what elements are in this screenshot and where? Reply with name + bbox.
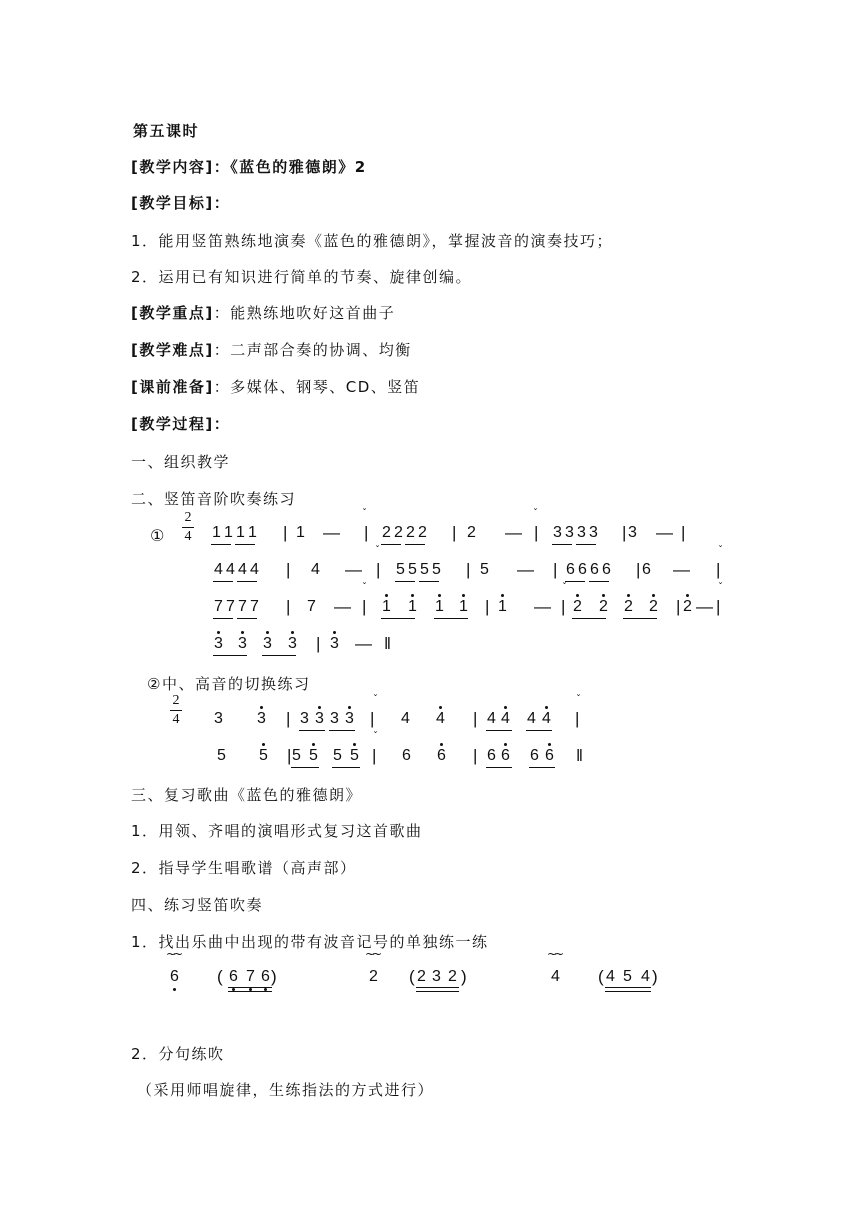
difficulty-value: ：二声部合奏的协调、均衡: [213, 341, 412, 359]
time-sig-bottom-2: 4: [172, 712, 180, 727]
note: 5: [420, 561, 429, 578]
step-1: 一、组织教学: [131, 453, 231, 471]
time-signature: [182, 510, 194, 545]
note: 3: [577, 524, 586, 541]
eighth-underline: [623, 618, 657, 619]
breath-mark: ˇ: [562, 582, 567, 593]
note: 2: [394, 524, 403, 541]
barline: |: [636, 560, 641, 579]
note: 5: [396, 561, 405, 578]
note: 4: [641, 968, 650, 985]
eighth-underline: [381, 544, 401, 545]
eighth-underline: [419, 581, 439, 582]
eighth-underline: [262, 655, 296, 656]
note: 5: [350, 747, 359, 764]
note: 2: [406, 524, 415, 541]
note: 4: [542, 710, 551, 727]
eighth-underline: [235, 544, 255, 545]
barline: |: [676, 597, 681, 616]
high-octave-dot: [504, 743, 507, 746]
high-octave-dot: [241, 631, 244, 634]
barline: |: [286, 709, 291, 728]
note: 5: [292, 747, 301, 764]
high-octave-dot: [439, 706, 442, 709]
dash: —: [696, 597, 713, 616]
note: 6: [501, 747, 510, 764]
barline: |: [473, 746, 478, 765]
eighth-underline: [237, 581, 257, 582]
barline: |: [622, 523, 627, 542]
step-3-2: 2．指导学生唱歌谱（高声部）: [131, 859, 357, 877]
eighth-underline: [526, 730, 552, 731]
barline: |: [485, 597, 490, 616]
barline: |: [452, 523, 457, 542]
note: 5: [480, 561, 489, 578]
high-octave-dot: [548, 743, 551, 746]
eighth-underline: [405, 544, 425, 545]
note: 7: [250, 598, 259, 615]
note: 2: [599, 598, 608, 615]
mordent-mark: ~~: [166, 947, 181, 961]
note: 1: [248, 524, 257, 541]
note: 2: [382, 524, 391, 541]
note: 4: [436, 710, 445, 727]
high-octave-dot: [411, 594, 414, 597]
lesson-title: 第五课时: [133, 122, 200, 140]
eighth-underline: [213, 581, 233, 582]
step-3-1: 1．用领、齐唱的演唱形式复习这首歌曲: [131, 822, 423, 840]
barline: |: [372, 746, 377, 765]
note: 1: [408, 598, 417, 615]
eighth-underline: [576, 544, 596, 545]
dash: —: [656, 523, 673, 542]
eighth-underline: [605, 991, 651, 992]
final-barline: ‖: [384, 634, 392, 653]
content-value: ：《蓝色的雅德朗》2: [213, 158, 367, 176]
high-octave-dot: [602, 594, 605, 597]
note: 3: [315, 710, 324, 727]
note: 2: [369, 968, 378, 985]
time-sig-top: 2: [184, 510, 192, 525]
content-label: [教学内容]: [131, 158, 214, 176]
breath-mark: ˇ: [362, 508, 367, 519]
high-octave-dot: [385, 594, 388, 597]
eighth-underline: [395, 581, 415, 582]
high-octave-dot: [686, 594, 689, 597]
high-octave-dot: [440, 743, 443, 746]
breath-mark: ˇ: [375, 545, 380, 556]
eighth-underline: [213, 618, 233, 619]
note: 2: [649, 598, 658, 615]
goal-2: 2．运用已有知识进行简单的节奏、旋律创编。: [131, 268, 473, 286]
eighth-underline: [486, 767, 512, 768]
process-heading: [131, 413, 230, 434]
eighth-underline: [237, 618, 257, 619]
barline: |: [553, 560, 558, 579]
note: 1: [212, 524, 221, 541]
note: 6: [642, 561, 651, 578]
breath-mark: ˇ: [718, 582, 723, 593]
key-line: [131, 302, 395, 323]
note: 4: [401, 710, 410, 727]
note: 7: [214, 598, 223, 615]
note: 4: [501, 710, 510, 727]
note: 4: [527, 710, 536, 727]
time-sig-top-2: 2: [172, 693, 180, 708]
eighth-underline: [605, 987, 651, 988]
time-signature-2: [170, 693, 182, 728]
barline: |: [286, 597, 291, 616]
note: 2: [573, 598, 582, 615]
goal-1: 1．能用竖笛熟练地演奏《蓝色的雅德朗》，掌握波音的演奏技巧；: [131, 232, 614, 250]
final-barline: ‖: [576, 746, 584, 765]
dash: —: [517, 560, 534, 579]
note: 2: [448, 968, 457, 985]
note: 3: [330, 710, 339, 727]
note: 3: [214, 710, 223, 727]
goal-heading: [131, 192, 230, 213]
eighth-underline: [228, 991, 272, 992]
note: 5: [432, 561, 441, 578]
barline: |: [534, 523, 539, 542]
note: 2: [624, 598, 633, 615]
close-paren: ): [652, 967, 658, 986]
barline: |: [466, 560, 471, 579]
note: 5: [217, 747, 226, 764]
note: 6: [578, 561, 587, 578]
note: 6: [402, 747, 411, 764]
high-octave-dot: [652, 594, 655, 597]
note: 3: [257, 710, 266, 727]
note: 2: [467, 524, 476, 541]
eighth-underline: [416, 987, 459, 988]
prep-label: [课前准备]: [131, 378, 214, 396]
breath-mark: ˇ: [373, 731, 378, 742]
note: 7: [307, 598, 316, 615]
note: 6: [261, 968, 270, 985]
note: 4: [238, 561, 247, 578]
difficulty-line: [131, 339, 412, 360]
barline: |: [376, 560, 381, 579]
dash: —: [345, 560, 362, 579]
eighth-underline: [552, 544, 572, 545]
note: 1: [296, 524, 305, 541]
note: 2: [418, 524, 427, 541]
dash: —: [323, 523, 340, 542]
breath-mark: ˇ: [533, 508, 538, 519]
note: 4: [226, 561, 235, 578]
eighth-underline: [299, 730, 325, 731]
high-octave-dot: [318, 706, 321, 709]
note: 1: [382, 598, 391, 615]
note: 5: [333, 747, 342, 764]
step-3: 三、复习歌曲《蓝色的雅德朗》: [131, 786, 363, 804]
note: 6: [590, 561, 599, 578]
dash: —: [334, 597, 351, 616]
eighth-underline: [381, 618, 415, 619]
close-paren: ): [461, 967, 467, 986]
note: 5: [408, 561, 417, 578]
barline: |: [286, 560, 291, 579]
note: 3: [300, 710, 309, 727]
barline: |: [575, 709, 580, 728]
eighth-underline: [416, 991, 459, 992]
high-octave-dot: [266, 631, 269, 634]
open-paren: (: [217, 967, 223, 986]
note: 1: [435, 598, 444, 615]
note: 3: [238, 635, 247, 652]
barline: |: [364, 523, 369, 542]
note: 3: [432, 968, 441, 985]
barline: |: [473, 709, 478, 728]
open-paren: (: [409, 967, 415, 986]
step-4-1: 1．找出乐曲中出现的带有波音记号的单独练一练: [131, 933, 489, 951]
barline: |: [316, 634, 321, 653]
barline: |: [370, 709, 375, 728]
breath-mark: ˇ: [576, 694, 581, 705]
dash: —: [673, 560, 690, 579]
note: 3: [589, 524, 598, 541]
note: 6: [602, 561, 611, 578]
high-octave-dot: [501, 594, 504, 597]
note: 6: [530, 747, 539, 764]
high-octave-dot: [333, 631, 336, 634]
note: 6: [229, 968, 238, 985]
dash: —: [534, 597, 551, 616]
process-suffix: ：: [213, 415, 231, 433]
note: 3: [628, 524, 637, 541]
high-octave-dot: [291, 631, 294, 634]
note: 4: [551, 968, 560, 985]
high-octave-dot: [312, 743, 315, 746]
eighth-underline: [213, 655, 247, 656]
note: 2: [683, 598, 692, 615]
key-value: ：能熟练地吹好这首曲子: [213, 304, 396, 322]
time-sig-bottom: 4: [184, 529, 192, 544]
prep-value: ：多媒体、钢琴、CD、竖笛: [213, 378, 421, 396]
barline: |: [283, 523, 288, 542]
barline: |: [681, 523, 686, 542]
note: 5: [309, 747, 318, 764]
note: 1: [236, 524, 245, 541]
key-label: [教学重点]: [131, 304, 214, 322]
high-octave-dot: [260, 706, 263, 709]
difficulty-label: [教学难点]: [131, 341, 214, 359]
note: 3: [553, 524, 562, 541]
note: 6: [487, 747, 496, 764]
step-2: 二、竖笛音阶吹奏练习: [131, 490, 297, 508]
note: 3: [288, 635, 297, 652]
barline: |: [287, 746, 292, 765]
eighth-underline: [589, 581, 609, 582]
eighth-underline: [211, 544, 231, 545]
note: 4: [606, 968, 615, 985]
barline: |: [561, 597, 566, 616]
step-4-note: （采用师唱旋律，生练指法的方式进行）: [137, 1081, 435, 1099]
barline: |: [716, 597, 721, 616]
goal-label: [教学目标]: [131, 194, 214, 212]
note: 3: [565, 524, 574, 541]
low-octave-dot: [173, 988, 176, 991]
goal-suffix: ：: [213, 194, 231, 212]
high-octave-dot: [438, 594, 441, 597]
note: 7: [238, 598, 247, 615]
high-octave-dot: [627, 594, 630, 597]
barline: |: [716, 560, 721, 579]
high-octave-dot: [217, 631, 220, 634]
breath-mark: ˇ: [718, 545, 723, 556]
open-paren: (: [598, 967, 604, 986]
note: 1: [459, 598, 468, 615]
breath-mark: ˇ: [362, 582, 367, 593]
note: 5: [259, 747, 268, 764]
mordent-mark: ~~: [547, 947, 562, 961]
high-octave-dot: [545, 706, 548, 709]
high-octave-dot: [262, 743, 265, 746]
eighth-underline: [529, 767, 555, 768]
note: 7: [246, 968, 255, 985]
note: 1: [224, 524, 233, 541]
high-octave-dot: [353, 743, 356, 746]
content-line: [131, 156, 367, 177]
note: 4: [250, 561, 259, 578]
note: 7: [226, 598, 235, 615]
high-octave-dot: [348, 706, 351, 709]
step-4-2: 2．分句练吹: [131, 1045, 225, 1063]
eighth-underline: [329, 730, 355, 731]
eighth-underline: [291, 767, 319, 768]
circle-1-marker: ①: [150, 526, 166, 545]
high-octave-dot: [576, 594, 579, 597]
dash: —: [505, 523, 522, 542]
note: 6: [545, 747, 554, 764]
breath-mark: ˇ: [373, 694, 378, 705]
prep-line: [131, 376, 420, 397]
note: 6: [437, 747, 446, 764]
note: 6: [170, 968, 179, 985]
eighth-underline: [565, 581, 585, 582]
mordent-mark: ~~: [365, 947, 380, 961]
note: 3: [345, 710, 354, 727]
dash: —: [355, 634, 372, 653]
note: 5: [623, 968, 632, 985]
note: 1: [498, 598, 507, 615]
note: 6: [566, 561, 575, 578]
process-label: [教学过程]: [131, 415, 214, 433]
eighth-underline: [434, 618, 468, 619]
note: 4: [311, 561, 320, 578]
eighth-underline: [332, 767, 360, 768]
note: 3: [263, 635, 272, 652]
high-octave-dot: [462, 594, 465, 597]
note: 4: [487, 710, 496, 727]
circle-2-label: ②中、高音的切换练习: [147, 675, 311, 693]
eighth-underline: [572, 618, 606, 619]
note: 4: [214, 561, 223, 578]
barline: |: [362, 597, 367, 616]
note: 3: [330, 635, 339, 652]
high-octave-dot: [504, 706, 507, 709]
note: 2: [417, 968, 426, 985]
eighth-underline: [228, 987, 272, 988]
eighth-underline: [486, 730, 512, 731]
step-4: 四、练习竖笛吹奏: [131, 896, 264, 914]
close-paren: ): [271, 967, 277, 986]
note: 3: [214, 635, 223, 652]
